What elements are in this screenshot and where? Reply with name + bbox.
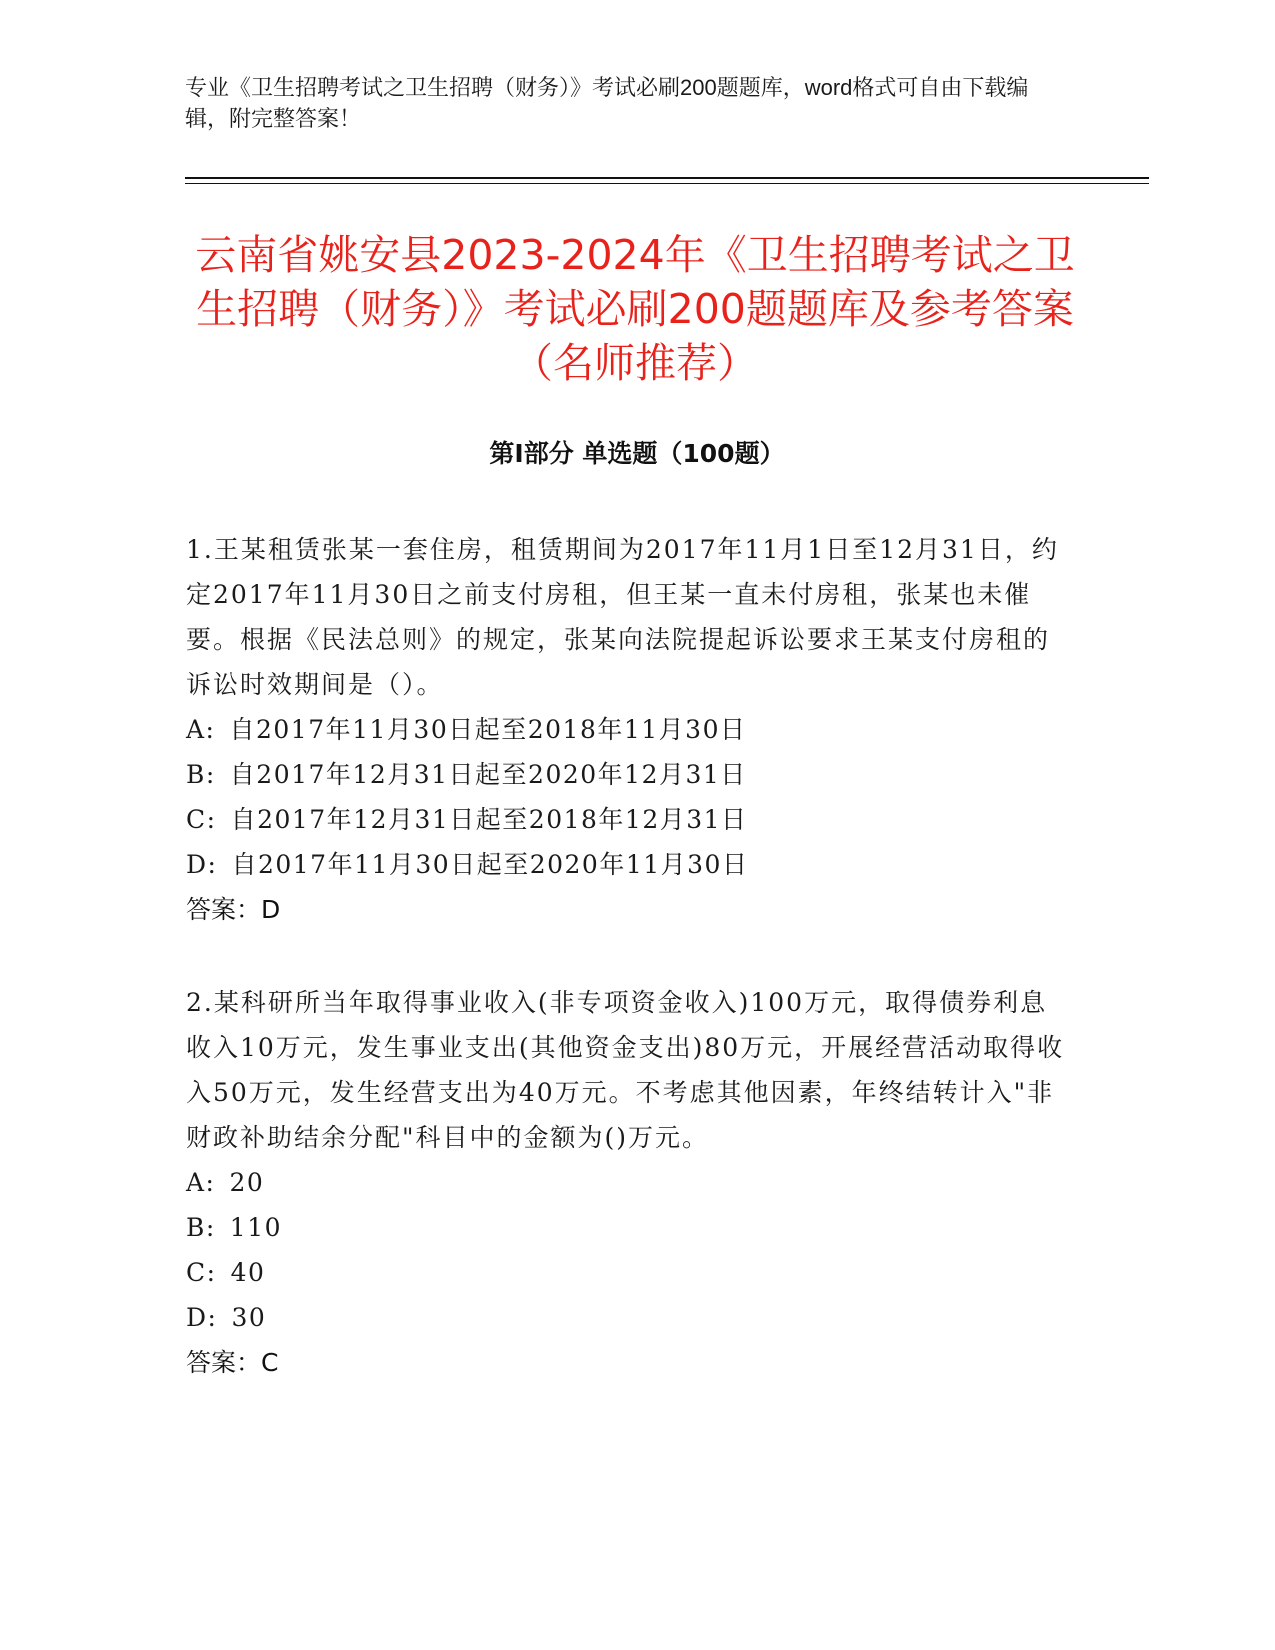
option-c [186,1250,1066,1295]
option-text: 30 [231,1303,267,1332]
option-text: 20 [229,1168,265,1197]
option-b [186,752,1066,797]
option-text: 自2017年12月31日起至2020年12月31日 [229,760,747,789]
option-letter: B: [186,1213,216,1242]
question-stem: 1.王某租赁张某一套住房，租赁期间为2017年11月1日至12月31日，约定2017年11月30日之前支付房租，但王某一直未付房租，张某也未催要。根据《民法总则》的规定，张某向法院提起诉讼要求王某支付房租的诉讼时效期间是（）。 [186,535,1059,699]
option-b [186,1205,1066,1250]
option-text: 40 [230,1258,266,1287]
answer-line: 答案：D [186,895,281,924]
option-c [186,797,1066,842]
option-a [186,1160,1066,1205]
option-text: 自2017年11月30日起至2020年11月30日 [231,850,749,879]
option-letter: A: [186,715,216,744]
section-heading: 第I部分 单选题（100题） [489,439,785,468]
option-d [186,1295,1066,1340]
header-divider-thin [185,183,1149,184]
option-text: 自2017年12月31日起至2018年12月31日 [230,805,748,834]
option-letter: D: [186,850,218,879]
question-stem: 2.某科研所当年取得事业收入(非专项资金收入)100万元，取得债券利息收入10万元，发生事业支出(其他资金支出)80万元，开展经营活动取得收入50万元，发生经营支出为40万元。不考虑其他因素，年终结转计入"非财政补助结余分配"科目中的金额为()万元。 [186,988,1065,1152]
question-2 [186,980,1066,1385]
option-text: 110 [229,1213,283,1242]
option-a [186,707,1066,752]
option-letter: C: [186,805,217,834]
question-1 [186,527,1066,932]
option-letter: C: [186,1258,217,1287]
answer-line: 答案：C [186,1348,279,1377]
header-note: 专业《卫生招聘考试之卫生招聘（财务）》考试必刷200题题库，word格式可自由下载编辑，附完整答案！ [185,75,1029,131]
option-letter: D: [186,1303,218,1332]
option-letter: B: [186,760,216,789]
option-letter: A: [186,1168,216,1197]
option-text: 自2017年11月30日起至2018年11月30日 [229,715,747,744]
document-title: 云南省姚安县2023-2024年《卫生招聘考试之卫生招聘（财务）》考试必刷200题题库及参考答案（名师推荐） [195,231,1075,387]
header-divider-thick [185,177,1149,179]
option-d [186,842,1066,887]
